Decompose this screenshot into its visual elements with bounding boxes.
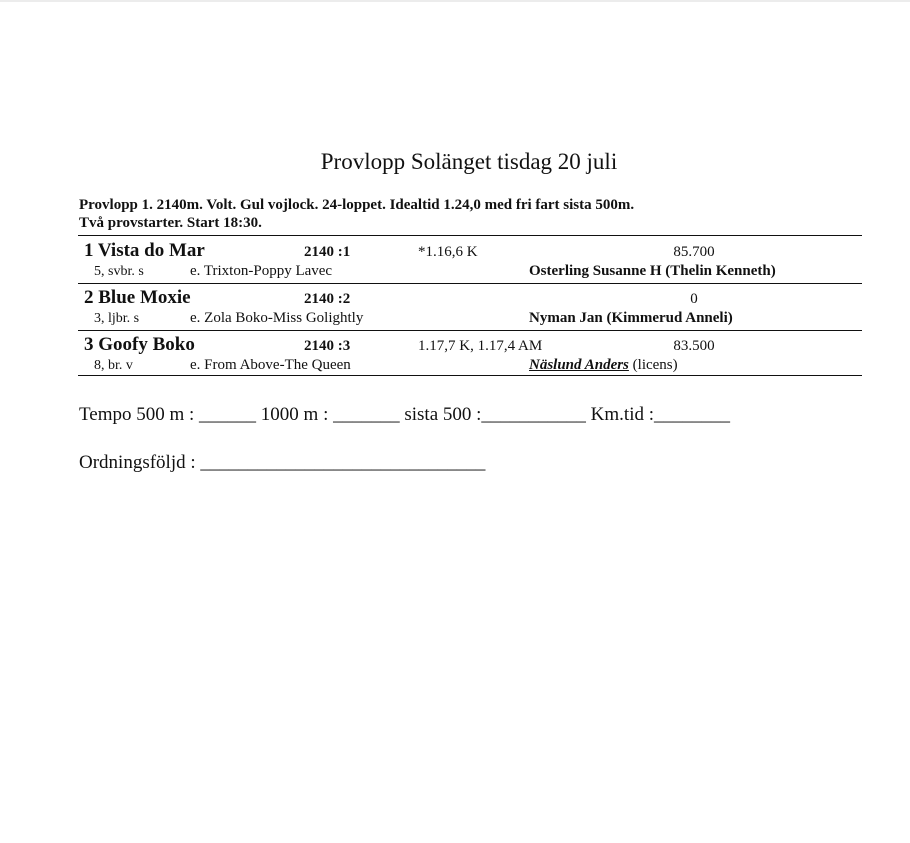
earnings: 83.500 xyxy=(673,338,715,354)
horse-name: 3 Goofy Boko xyxy=(84,334,195,355)
driver-trainer: Nyman Jan (Kimmerud Anneli) xyxy=(529,310,733,326)
entry-row-1 xyxy=(78,237,862,283)
pedigree: e. Zola Boko-Miss Golightly xyxy=(190,310,364,326)
driver-licensed xyxy=(529,357,678,374)
age-color-sex: 8, br. v xyxy=(94,358,133,373)
driver-trainer: Osterling Susanne H (Thelin Kenneth) xyxy=(529,263,776,279)
race-description-line-1: Provlopp 1. 2140m. Volt. Gul vojlock. 24-loppet. Idealtid 1.24,0 med fri fart sista 500m. xyxy=(79,197,635,213)
entry-row-2 xyxy=(78,284,862,330)
earnings: 0 xyxy=(690,291,698,307)
divider-bottom xyxy=(78,375,862,376)
divider-top xyxy=(78,235,862,236)
horse-name: 1 Vista do Mar xyxy=(84,240,205,261)
page-title: Provlopp Solänget tisdag 20 juli xyxy=(320,149,618,174)
start-distance: 2140 :3 xyxy=(304,338,351,354)
record-time: *1.16,6 K xyxy=(418,244,478,260)
entry-row-3 xyxy=(78,331,862,377)
pedigree: e. Trixton-Poppy Lavec xyxy=(190,263,333,279)
order-fill-line: Ordningsföljd : ______________________________ xyxy=(79,452,486,473)
race-description-line-2: Två provstarter. Start 18:30. xyxy=(79,215,262,231)
record-time: 1.17,7 K, 1.17,4 AM xyxy=(418,338,543,354)
start-distance: 2140 :1 xyxy=(304,244,351,260)
driver-name: Näslund Anders xyxy=(529,357,629,373)
age-color-sex: 3, ljbr. s xyxy=(94,311,140,326)
age-color-sex: 5, svbr. s xyxy=(94,264,144,279)
earnings: 85.700 xyxy=(673,244,715,260)
license-note: (licens) xyxy=(628,357,678,373)
race-description xyxy=(79,196,634,232)
pedigree: e. From Above-The Queen xyxy=(190,357,351,373)
start-distance: 2140 :2 xyxy=(304,291,351,307)
horse-name: 2 Blue Moxie xyxy=(84,287,191,308)
tempo-fill-line: Tempo 500 m : ______ 1000 m : _______ sista 500 :___________ Km.tid :________ xyxy=(79,404,731,425)
